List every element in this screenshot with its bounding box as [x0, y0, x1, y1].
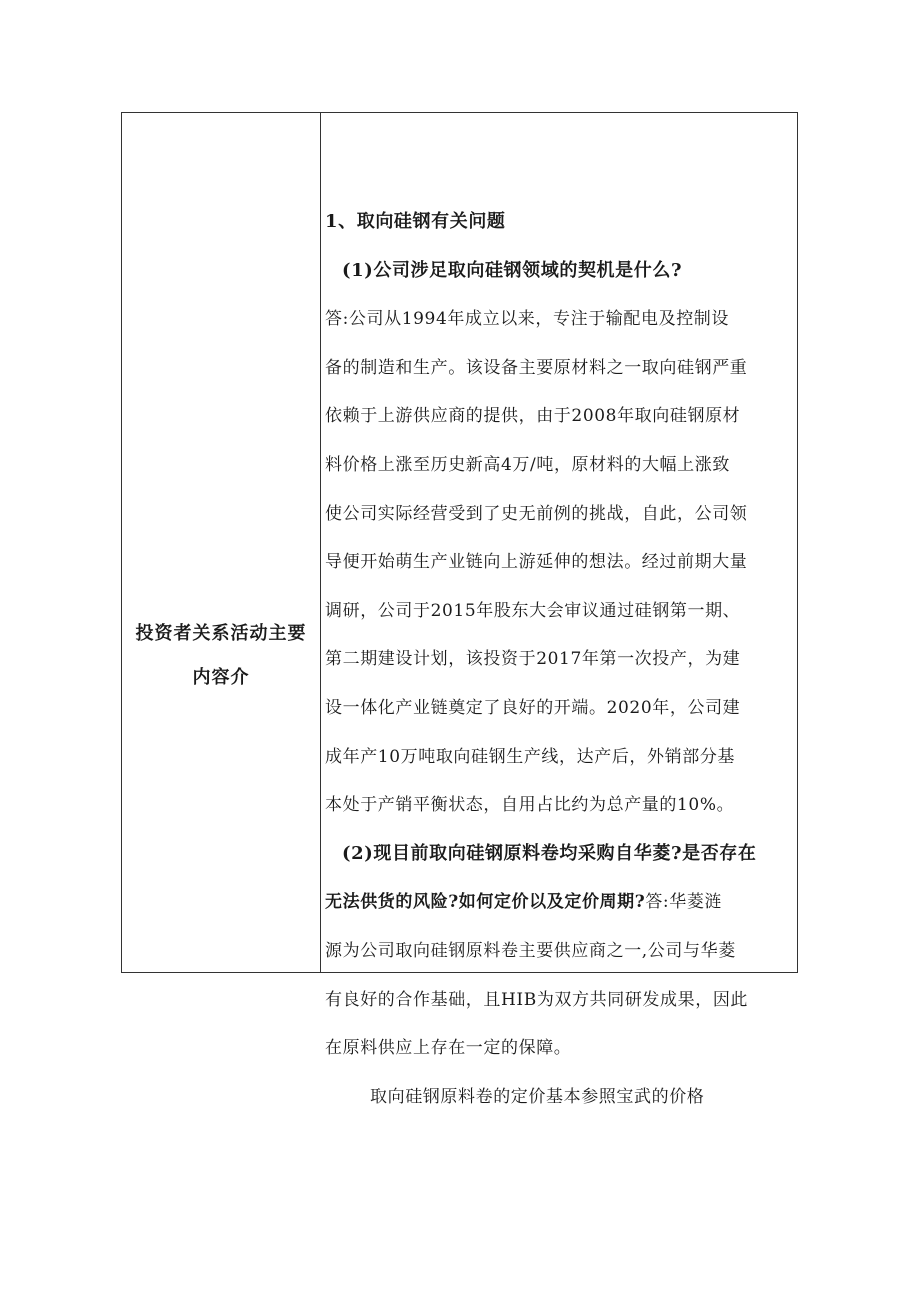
section-title: 1、取向硅钢有关问题	[325, 211, 506, 232]
answer-2-line: 在原料供应上存在一定的保障。	[325, 1038, 572, 1059]
answer-1-line: 调研，公司于2015年股东大会审议通过硅钢第一期、	[325, 600, 741, 621]
answer-1-line: 导便开始萌生产业链向上游延伸的想法。经过前期大量	[325, 552, 748, 573]
answer-1-line: 设一体化产业链奠定了良好的开端。2020年，公司建	[325, 697, 741, 718]
question-2-continued	[325, 878, 797, 927]
answer-1-line: 备的制造和生产。该设备主要原材料之一取向硅钢严重	[325, 357, 748, 378]
answer-1-line: 成年产10万吨取向硅钢生产线，达产后，外销部分基	[325, 746, 736, 767]
label-line-2: 内容介	[192, 667, 250, 688]
answer-2-start: 答:华菱涟	[645, 892, 723, 913]
answer-1-line: 依赖于上游供应商的提供，由于2008年取向硅钢原材	[325, 406, 741, 427]
label-line-1: 投资者关系活动主要	[135, 623, 307, 644]
label-cell	[122, 113, 320, 972]
answer-1-line: 料价格上涨至历史新高4万/吨，原材料的大幅上涨致	[325, 454, 730, 475]
info-table	[121, 112, 798, 1107]
content-cell	[325, 198, 797, 1121]
activity-content-label	[122, 612, 320, 700]
answer-1-line: 答:公司从1994年成立以来，专注于输配电及控制设	[325, 309, 729, 330]
question-1: (1)公司涉足取向硅钢领域的契机是什么?	[342, 259, 683, 281]
column-divider	[320, 113, 321, 972]
answer-2-pricing-line: 取向硅钢原料卷的定价基本参照宝武的价格	[370, 1086, 705, 1107]
answer-2-line: 有良好的合作基础，且HIB为双方共同研发成果，因此	[325, 989, 749, 1010]
answer-1-line: 本处于产销平衡状态，自用占比约为总产量的10%。	[325, 795, 735, 816]
question-2-bold-text: 无法供货的风险?如何定价以及定价周期?	[325, 892, 646, 913]
answer-1-line: 使公司实际经营受到了史无前例的挑战，自此，公司领	[325, 503, 748, 524]
answer-2-line: 源为公司取向硅钢原料卷主要供应商之一,公司与华菱	[325, 940, 736, 961]
question-2: (2)现目前取向硅钢原料卷均采购自华菱?是否存在	[342, 842, 757, 864]
answer-1-line: 第二期建设计划，该投资于2017年第一次投产，为建	[325, 649, 741, 670]
